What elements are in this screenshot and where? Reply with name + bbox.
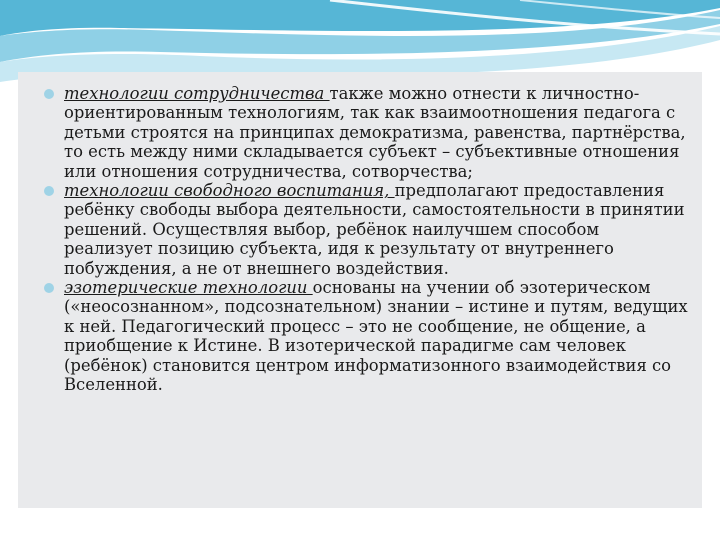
bullet-dot-icon — [44, 186, 54, 196]
bullet-term: эзотерические технологии — [64, 278, 313, 298]
bullet-text: предполагают предоставления ребёнку свободы выбора деятельности, самостоятельности в принятии решений. Осуществляя выбор, ребёнок наилучшем способом реализует позицию субъекта, идя к результату от внутреннего побуждения, а не от внешнего воздействия. — [64, 181, 685, 278]
bullet-item-cooperation — [18, 84, 702, 181]
bullet-text: также можно отнести к личностно-ориентированным технологиям, так как взаимоотношения педагога с детьми строятся на принципах демократизма, равенства, партнёрства, то есть между ними складывается субъект – субъективные отношения или отношения сотрудничества, сотворчества; — [64, 84, 686, 181]
bullet-list — [18, 84, 702, 395]
bullet-term: технологии сотрудничества — [64, 84, 330, 103]
bullet-term: технологии свободного воспитания, — [64, 181, 395, 201]
content-box — [18, 72, 702, 508]
bullet-item-free-education — [18, 181, 702, 278]
bullet-text: основаны на учении об эзотерическом («неосознанном», подсознательном) знании – истине и путям, ведущих к ней. Педагогический процесс – это не сообщение, не общение, а приобщение к Истине. В изотерической парадигме сам человек (ребёнок) становится центром информатизонного взаимодействия со Вселенной. — [64, 278, 688, 395]
bullet-item-esoteric — [18, 278, 702, 394]
bullet-dot-icon — [44, 283, 54, 293]
bullet-dot-icon — [44, 89, 54, 99]
